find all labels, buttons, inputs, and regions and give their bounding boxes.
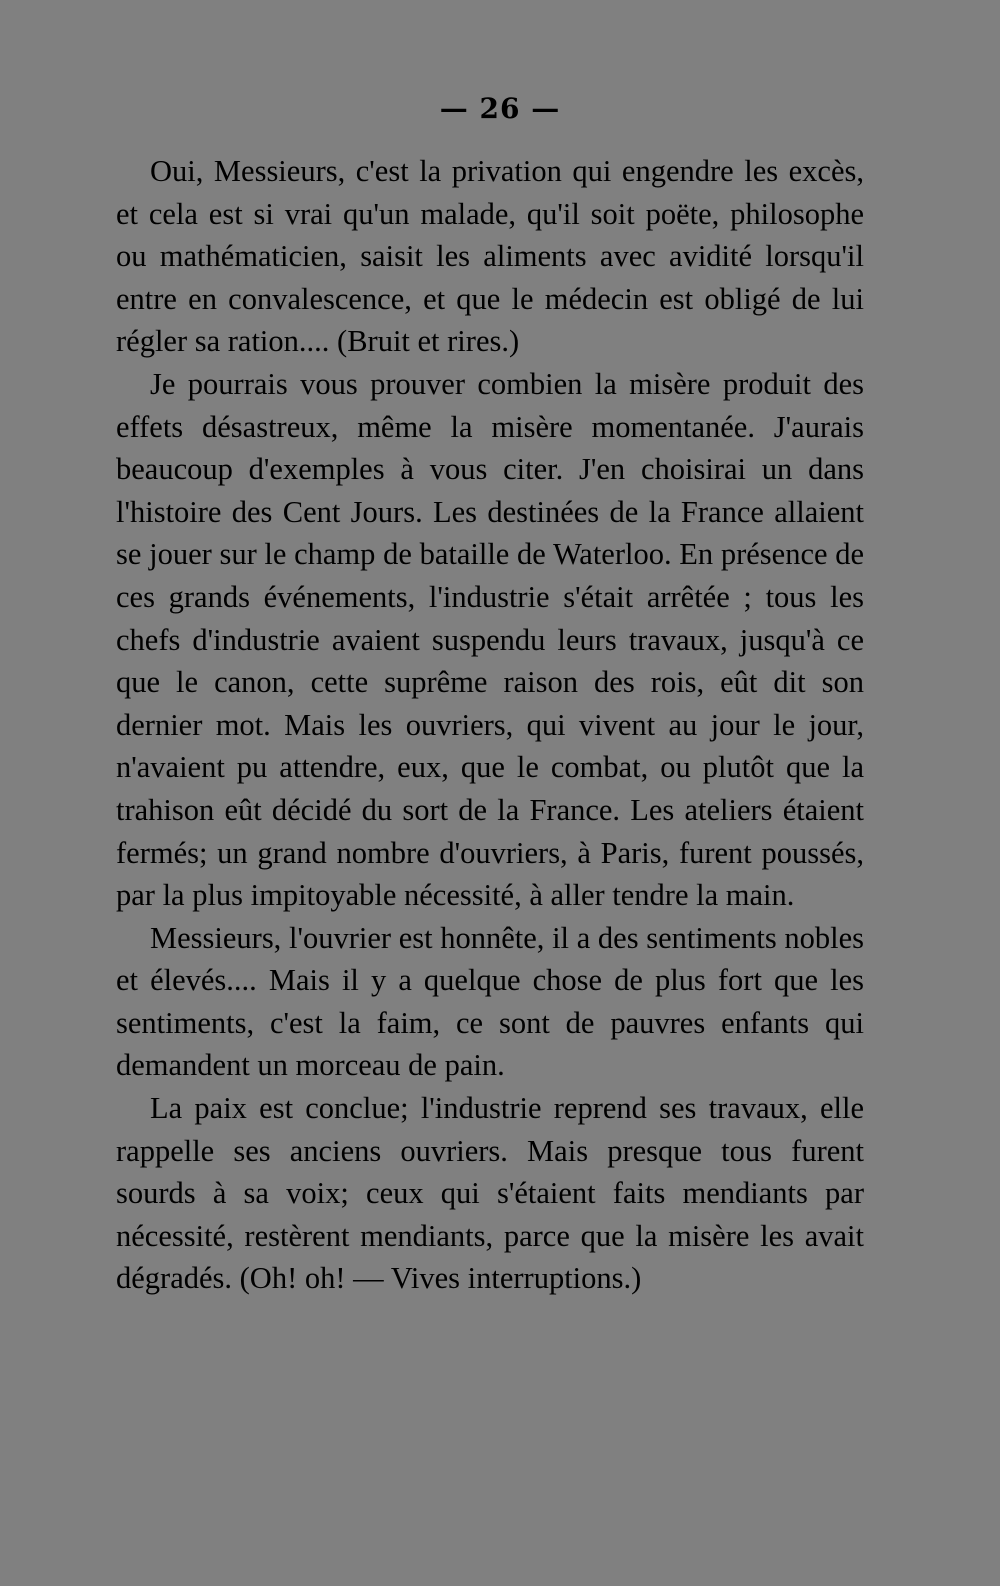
- body-text: [116, 150, 864, 1300]
- paragraph-1: Oui, Messieurs, c'est la privation qui engendre les excès, et cela est si vrai qu'un malade, qu'il soit poëte, philosophe ou mathématicien, saisit les aliments avec avidité lorsqu'il entre en convalescence, et que le médecin est obligé de lui régler sa ration.... (Bruit et rires.): [116, 154, 864, 359]
- paragraph-4: La paix est conclue; l'industrie reprend ses travaux, elle rappelle ses anciens ouvriers. Mais presque tous furent sourds à sa voix; ceux qui s'étaient faits mendiants par nécessité, restèrent mendiants, parce que la misère les avait dégradés. (Oh! oh! — Vives interruptions.): [116, 1091, 864, 1296]
- page-number: — 26 —: [439, 92, 561, 125]
- paragraph-2: Je pourrais vous prouver combien la misère produit des effets désastreux, même la misère momentanée. J'aurais beaucoup d'exemples à vous citer. J'en choisirai un dans l'histoire des Cent Jours. Les destinées de la France allaient se jouer sur le champ de bataille de Waterloo. En présence de ces grands événements, l'industrie s'était arrêtée ; tous les chefs d'industrie avaient suspendu leurs travaux, jusqu'à ce que le canon, cette suprême raison des rois, eût dit son dernier mot. Mais les ouvriers, qui vivent au jour le jour, n'avaient pu attendre, eux, que le combat, ou plutôt que la trahison eût décidé du sort de la France. Les ateliers étaient fermés; un grand nombre d'ouvriers, à Paris, furent poussés, par la plus impitoyable nécessité, à aller tendre la main.: [116, 366, 864, 913]
- paragraph-3: Messieurs, l'ouvrier est honnête, il a des sentiments nobles et élevés.... Mais il y a quelque chose de plus fort que les sentiments, c'est la faim, ce sont de pauvres enfants qui demandent un morceau de pain.: [116, 920, 864, 1083]
